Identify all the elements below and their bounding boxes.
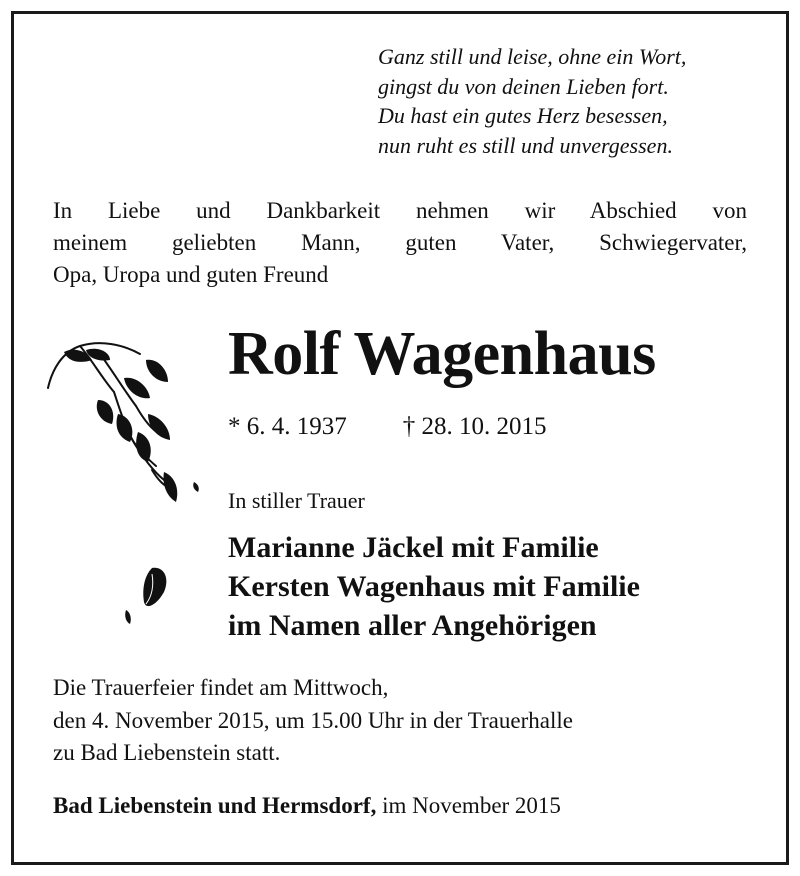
funeral-line: den 4. November 2015, um 15.00 Uhr in der Trauerhalle: [53, 707, 573, 733]
death-date: † 28. 10. 2015: [402, 413, 547, 440]
funeral-line: Die Trauerfeier findet am Mittwoch,: [53, 675, 389, 700]
intro-line: Opa, Uropa und guten Freund: [53, 262, 329, 287]
birch-branch-icon: [40, 330, 220, 650]
place-date-line: [53, 790, 561, 822]
birth-date: * 6. 4. 1937: [228, 413, 347, 440]
mourning-label: In stiller Trauer: [228, 488, 365, 513]
funeral-info: [53, 672, 573, 770]
mourner-line: Marianne Jäckel mit Familie: [228, 531, 599, 564]
intro-line: meinem geliebten Mann, guten Vater, Schwiegervater,: [53, 230, 747, 255]
poem-line: Du hast ein gutes Herz besessen,: [378, 103, 668, 128]
deceased-name: Rolf Wagenhaus: [228, 320, 656, 388]
poem: [378, 42, 758, 160]
intro-line: In Liebe und Dankbarkeit nehmen wir Abschied von: [53, 198, 747, 223]
life-dates: [228, 410, 547, 444]
mourner-line: im Namen aller Angehörigen: [228, 609, 597, 642]
funeral-line: zu Bad Liebenstein statt.: [53, 740, 281, 765]
poem-line: gingst du von deinen Lieben fort.: [378, 73, 669, 99]
mourner-line: Kersten Wagenhaus mit Familie: [228, 570, 640, 603]
footer-places: Bad Liebenstein und Hermsdorf,: [53, 793, 377, 818]
mourners-list: [228, 528, 640, 645]
poem-line: Ganz still und leise, ohne ein Wort,: [378, 44, 687, 69]
footer-date: im November 2015: [382, 793, 561, 818]
intro-text: [53, 195, 747, 291]
poem-line: nun ruht es still und unvergessen.: [378, 132, 673, 158]
